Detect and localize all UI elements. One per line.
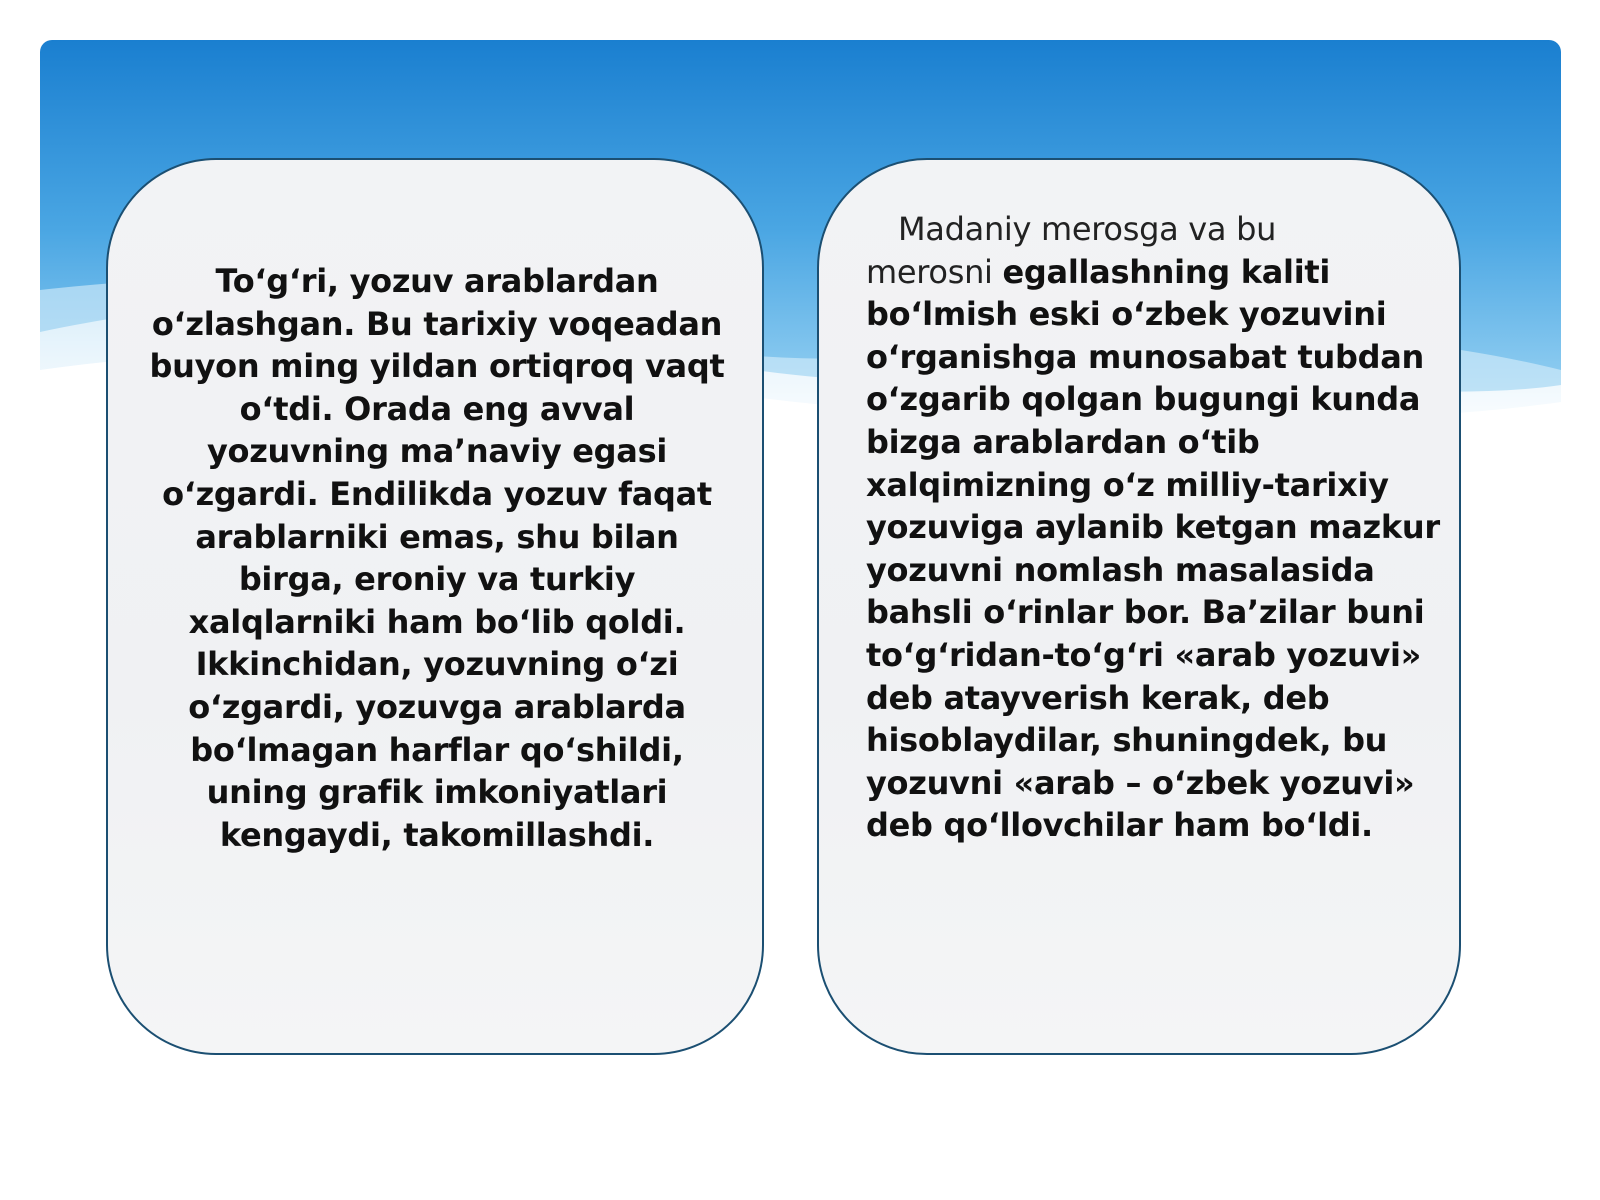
right-card-intro-line1: Madaniy merosga va bu [898,210,1277,248]
right-card-paragraph [866,208,1446,847]
left-card-paragraph: To‘g‘ri, yozuv arablardan o‘zlashgan. Bu tarixiy voqeadan buyon ming yildan ortiqroq vaqt o‘tdi. Orada eng avval yozuvning ma’naviy egasi o‘zgardi. Endilikda yozuv faqat arablarniki emas, shu bilan birga, eroniy va turkiy xalqlarniki ham bo‘lib qoldi. Ikkinchidan, yozuvning o‘zi o‘zgardi, yozuvga arablarda bo‘lmagan harflar qo‘shildi, uning grafik imkoniyatlari kengaydi, takomillashdi. [149,262,725,854]
right-text-card [817,158,1461,1055]
right-card-body: egallashning kaliti bo‘lmish eski o‘zbek yozuvini o‘rganishga munosabat tubdan o‘zgarib qolgan bugungi kunda bizga arablardan o‘tib xalqimizning o‘z milliy-tarixiy yozuviga aylanib ketgan mazkur yozuvni nomlash masalasida bahsli o‘rinlar bor. Ba’zilar buni to‘g‘ridan-to‘g‘ri «arab yozuvi» deb atayverish kerak, deb hisoblaydilar, shuningdek, bu yozuvni «arab – o‘zbek yozuvi» deb qo‘llovchilar ham bo‘ldi. [866,252,1440,845]
left-text-card [106,158,764,1055]
right-card-intro-line2: merosni [866,252,993,291]
